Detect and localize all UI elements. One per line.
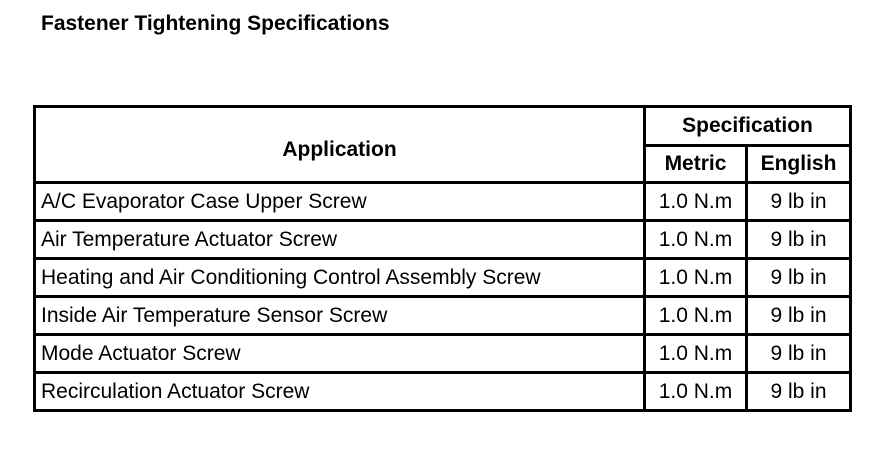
- application-cell: Air Temperature Actuator Screw: [35, 221, 645, 259]
- english-cell: 9 lb in: [747, 335, 851, 373]
- specification-group-header: Specification: [645, 107, 851, 146]
- english-cell: 9 lb in: [747, 373, 851, 411]
- metric-column-header: Metric: [645, 146, 747, 183]
- application-cell: Heating and Air Conditioning Control Assembly Screw: [35, 259, 645, 297]
- table-row: [35, 221, 851, 259]
- metric-cell: 1.0 N.m: [645, 373, 747, 411]
- english-cell: 9 lb in: [747, 183, 851, 221]
- metric-cell: 1.0 N.m: [645, 335, 747, 373]
- metric-cell: 1.0 N.m: [645, 183, 747, 221]
- application-column-header: Application: [35, 107, 645, 183]
- table-row: [35, 259, 851, 297]
- application-cell: Inside Air Temperature Sensor Screw: [35, 297, 645, 335]
- page-title: Fastener Tightening Specifications: [41, 12, 390, 35]
- fastener-spec-table: [33, 105, 852, 412]
- english-cell: 9 lb in: [747, 297, 851, 335]
- table-row: [35, 183, 851, 221]
- table-row: [35, 373, 851, 411]
- application-cell: Recirculation Actuator Screw: [35, 373, 645, 411]
- table-row: [35, 335, 851, 373]
- application-cell: A/C Evaporator Case Upper Screw: [35, 183, 645, 221]
- metric-cell: 1.0 N.m: [645, 259, 747, 297]
- table-row: [35, 297, 851, 335]
- english-cell: 9 lb in: [747, 259, 851, 297]
- english-cell: 9 lb in: [747, 221, 851, 259]
- application-cell: Mode Actuator Screw: [35, 335, 645, 373]
- metric-cell: 1.0 N.m: [645, 297, 747, 335]
- metric-cell: 1.0 N.m: [645, 221, 747, 259]
- english-column-header: English: [747, 146, 851, 183]
